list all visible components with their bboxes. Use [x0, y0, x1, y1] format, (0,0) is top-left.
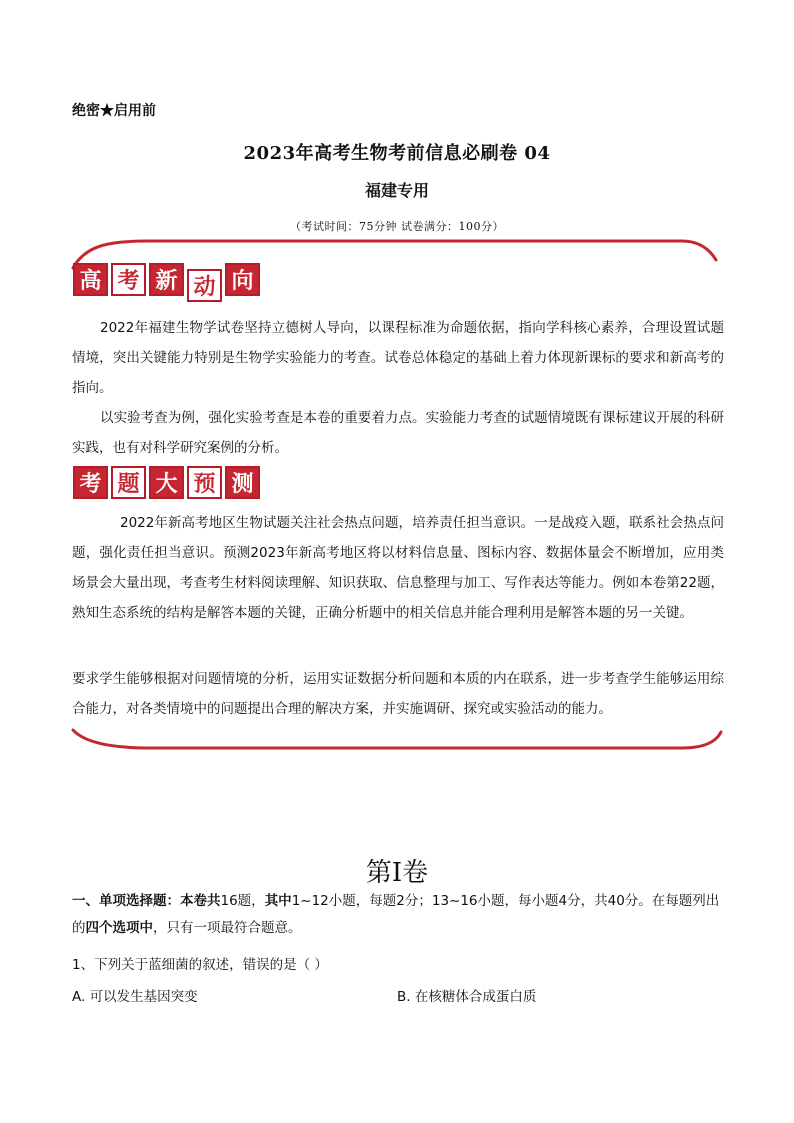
section1-paragraph: 2022年福建生物学试卷坚持立德树人导向，以课程标准为命题依据，指向学科核心素养，合理设置试题情境，突出关键能力特别是生物学实验能力的考查。试卷总体稳定的基础上着力体现新课标的要求和新高考的指向。	[72, 320, 724, 396]
badge-char: 预	[187, 466, 222, 499]
instructions-bold: 一、单项选择题：本卷共	[72, 893, 221, 909]
exam-subtitle: 福建专用	[364, 181, 429, 200]
badge-char: 考	[111, 263, 146, 296]
option-a: A. 可以发生基因突变	[72, 989, 198, 1005]
instructions-text: 16题，	[220, 893, 265, 909]
instructions-bold: 四个选项中	[85, 920, 153, 936]
instructions-bold: 其中	[264, 893, 292, 909]
frame-bottom-curve	[73, 730, 721, 748]
secret-label: 绝密★启用前	[72, 103, 156, 119]
section-instructions	[72, 888, 724, 942]
badge-char: 测	[225, 466, 260, 499]
badge-char: 动	[187, 269, 222, 302]
badge-new-trends	[73, 263, 260, 300]
badge-char: 大	[149, 466, 184, 499]
badge-char: 高	[73, 263, 108, 296]
exam-title: 2023年高考生物考前信息必刷卷 04	[243, 143, 551, 164]
section2-paragraph: 2022年新高考地区生物试题关注社会热点问题，培养责任担当意识。一是战疫入题，联系社会热点问题，强化责任担当意识。预测2023年新高考地区将以材料信息量、图标内容、数据体量会不断增加，应用类场景会大量出现，考查考生材料阅读理解、知识获取、信息整理与加工、写作表达等能力。例如本卷第22题，熟知生态系统的结构是解答本题的关键，正确分析题中的相关信息并能合理利用是解答本题的另一关键。	[72, 515, 724, 621]
instructions-text: ，只有一项最符合题意。	[153, 920, 302, 936]
badge-predictions	[73, 466, 260, 500]
volume-title: 第Ⅰ卷	[365, 858, 429, 888]
option-b: B. 在核糖体合成蛋白质	[397, 989, 537, 1005]
section1-paragraph: 以实验考查为例，强化实验考查是本卷的重要着力点。实验能力考查的试题情境既有课标建议开展的科研实践，也有对科学研究案例的分析。	[72, 410, 724, 456]
instructions-text: 1~12小题，每题2分；13~16小题，每小题4分，共40分。在每题列出的	[72, 893, 720, 936]
badge-char: 新	[149, 263, 184, 296]
exam-info: （考试时间：75分钟 试卷满分：100分）	[290, 220, 504, 233]
question-stem: 1、下列关于蓝细菌的叙述，错误的是（ ）	[72, 957, 328, 973]
section2-paragraph: 要求学生能够根据对问题情境的分析，运用实证数据分析问题和本质的内在联系，进一步考查学生能够运用综合能力，对各类情境中的问题提出合理的解决方案，并实施调研、探究或实验活动的能力。	[72, 671, 724, 717]
badge-char: 向	[225, 263, 260, 296]
badge-char: 考	[73, 466, 108, 499]
badge-char: 题	[111, 466, 146, 499]
